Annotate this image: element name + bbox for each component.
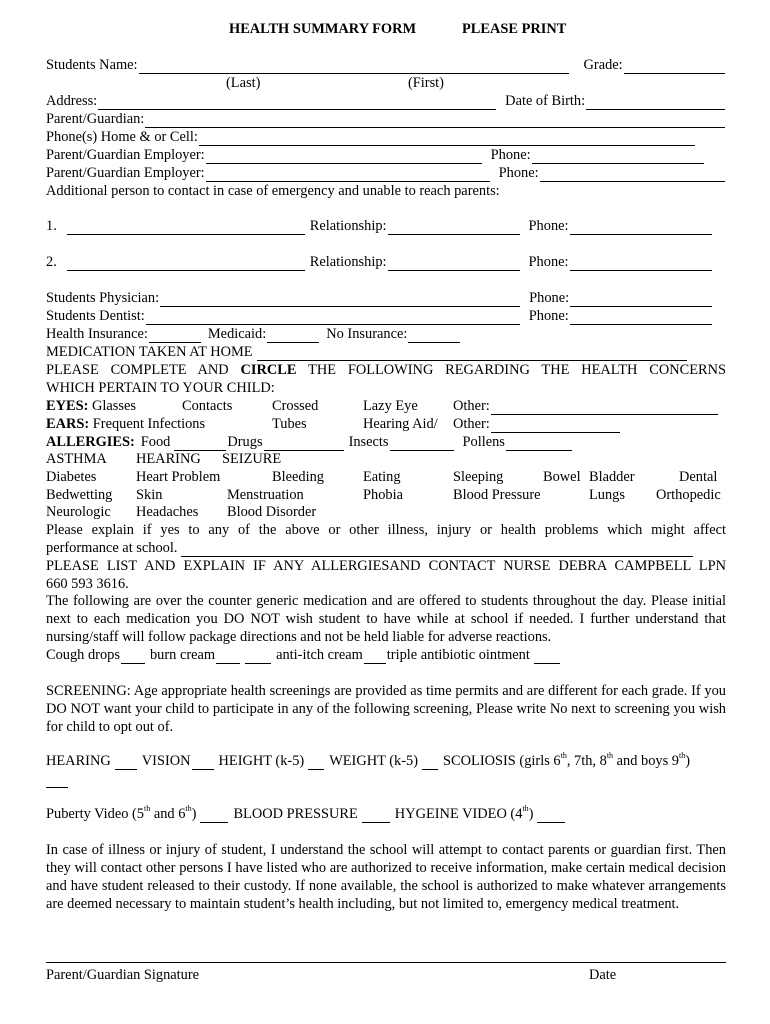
option-eating[interactable]: Eating [363, 469, 401, 485]
screen-hearing-label: HEARING [46, 753, 111, 769]
emergency-phone-label-2: Phone: [528, 254, 569, 270]
allergy-note-line-1: PLEASE LIST AND EXPLAIN IF ANY ALLERGIESAND CONTACT NURSE DEBRA CAMPBELL LPN [46, 558, 726, 574]
phones-row [46, 128, 726, 146]
cough-drops-field[interactable] [121, 650, 145, 664]
employer-phone-label-1: Phone: [490, 147, 531, 163]
consent-paragraph: In case of illness or injury of student, I understand the school will attempt to contact parents or guardian first. Then they will contact other persons I have listed who are authorized to receive information, make certain medical decision and have student released to their custody. If none available, the school is authorized to make whatever arrangements are deemed necessary to maintain student’s health including, but not limited to, emergency medical treatment. [46, 842, 726, 912]
option-crossed[interactable]: Crossed [272, 398, 319, 414]
emergency-name-field-2[interactable] [67, 257, 305, 271]
emergency-phone-field-1[interactable] [570, 221, 712, 235]
ears-other-label: Other: [453, 416, 490, 432]
explain-label: performance at school. [46, 540, 178, 556]
emergency-contact-1 [46, 217, 726, 235]
explain-field[interactable] [181, 543, 693, 557]
allergy-note-line-2: 660 593 3616. [46, 576, 129, 592]
signature-row [46, 966, 726, 984]
burn-cream-label: burn cream [149, 647, 216, 663]
emergency-phone-label-1: Phone: [528, 218, 569, 234]
option-hearing[interactable]: HEARING [136, 451, 201, 467]
puberty-video-label: Puberty Video (5th and 6th) [46, 804, 197, 822]
physician-phone-field[interactable] [570, 293, 712, 307]
insurance-row [46, 325, 726, 343]
no-insurance-label: No Insurance: [326, 326, 408, 342]
employer-phone-field-2[interactable] [540, 168, 725, 182]
medication-row [46, 343, 726, 361]
screen-scoliosis-label: SCOLIOSIS (girls 6th, 7th, 8th and boys 9th) [443, 751, 691, 769]
hygeine-video-field[interactable] [537, 809, 565, 823]
signature-label: Parent/Guardian Signature [46, 967, 200, 983]
option-skin[interactable]: Skin [136, 487, 163, 503]
insurance-field[interactable] [149, 329, 201, 343]
form-subtitle: PLEASE PRINT [462, 21, 567, 37]
eyes-other-field[interactable] [491, 401, 718, 415]
option-blood-disorder[interactable]: Blood Disorder [227, 504, 317, 520]
student-name-field[interactable] [139, 60, 569, 74]
relationship-field-1[interactable] [388, 221, 520, 235]
option-dental[interactable]: Dental [679, 469, 718, 485]
eyes-label: EYES: [46, 398, 89, 414]
date-label: Date [589, 967, 617, 983]
guardian-field[interactable] [145, 114, 725, 128]
employer-label-2: Parent/Guardian Employer: [46, 165, 205, 181]
relationship-label-2: Relationship: [309, 254, 387, 270]
grade-field[interactable] [624, 60, 725, 74]
dentist-row [46, 307, 726, 325]
dentist-label: Students Dentist: [46, 308, 145, 324]
phones-field[interactable] [199, 132, 695, 146]
first-name-hint: (First) [408, 75, 444, 91]
address-field[interactable] [98, 96, 496, 110]
screen-blood-pressure-label: BLOOD PRESSURE [233, 806, 358, 822]
hygeine-video-label: HYGEINE VIDEO (4th) [394, 804, 534, 822]
option-diabetes[interactable]: Diabetes [46, 469, 97, 485]
option-food: Food [140, 434, 171, 450]
emergency-phone-field-2[interactable] [570, 257, 712, 271]
screening-row-2 [46, 805, 726, 823]
cough-drops-label: Cough drops [46, 647, 120, 663]
explain-line-1: Please explain if yes to any of the above or other illness, injury or health problems which might affect [46, 522, 726, 538]
screen-vision-field[interactable] [192, 756, 214, 770]
option-bedwetting[interactable]: Bedwetting [46, 487, 113, 503]
burn-cream-field[interactable] [216, 650, 240, 664]
emergency-name-field-1[interactable] [67, 221, 305, 235]
physician-row [46, 289, 726, 307]
student-name-row [46, 56, 726, 74]
medicaid-field[interactable] [267, 329, 319, 343]
option-seizure[interactable]: SEIZURE [222, 451, 282, 467]
employer-phone-field-1[interactable] [532, 150, 704, 164]
conditions-row-1 [46, 450, 726, 468]
screen-weight-label: WEIGHT (k-5) [329, 753, 419, 769]
triple-antibiotic-field[interactable] [534, 650, 560, 664]
option-heart-problem[interactable]: Heart Problem [136, 469, 221, 485]
scoliosis-wrap-row [46, 770, 726, 788]
insurance-label: Health Insurance: [46, 326, 148, 342]
dentist-field[interactable] [146, 311, 520, 325]
concerns-intro-text: PLEASE COMPLETE AND [46, 362, 229, 378]
allergies-row [46, 433, 726, 451]
screen-height-field[interactable] [308, 756, 324, 770]
emergency-intro: Additional person to contact in case of emergency and unable to reach parents: [46, 183, 500, 199]
pollens-field[interactable] [506, 437, 572, 451]
employer-phone-label-2: Phone: [498, 165, 539, 181]
option-orthopedic[interactable]: Orthopedic [656, 487, 721, 503]
anti-itch-field[interactable] [364, 650, 386, 664]
drugs-field[interactable] [264, 437, 344, 451]
conditions-row-4 [46, 503, 726, 521]
employer-label-1: Parent/Guardian Employer: [46, 147, 205, 163]
physician-phone-label: Phone: [529, 290, 570, 306]
option-bleeding[interactable]: Bleeding [272, 469, 324, 485]
option-hearing-aid[interactable]: Hearing Aid/ [363, 416, 438, 432]
last-name-hint: (Last) [226, 75, 261, 91]
guardian-label: Parent/Guardian: [46, 111, 145, 127]
medication-label: MEDICATION TAKEN AT HOME [46, 344, 253, 360]
option-insects: Insects [348, 434, 389, 450]
screening-paragraph: SCREENING: Age appropriate health screenings are provided as time permits and are different for each grade. If you DO NOT want your child to participate in any of the following screening, Please write No next to screening you wish for child to opt out of. [46, 683, 726, 735]
address-label: Address: [46, 93, 98, 109]
screen-blood-pressure-field[interactable] [362, 809, 390, 823]
emergency-number-2: 2. [46, 254, 57, 270]
option-glasses[interactable]: Glasses [92, 398, 136, 414]
option-drugs: Drugs [227, 434, 263, 450]
screen-height-label: HEIGHT (k-5) [218, 753, 305, 769]
phones-label: Phone(s) Home & or Cell: [46, 129, 198, 145]
concerns-intro-text-2: THE FOLLOWING REGARDING THE HEALTH CONCERNS [308, 362, 726, 378]
option-frequent-infections[interactable]: Frequent Infections [92, 416, 206, 432]
option-asthma[interactable]: ASTHMA [46, 451, 107, 467]
dentist-phone-field[interactable] [570, 311, 712, 325]
conditions-row-3 [46, 486, 726, 504]
insects-field[interactable] [390, 437, 454, 451]
dentist-phone-label: Phone: [528, 308, 569, 324]
no-insurance-field[interactable] [408, 329, 460, 343]
option-bowel[interactable]: Bowel [543, 469, 581, 485]
option-phobia[interactable]: Phobia [363, 487, 403, 503]
emergency-number-1: 1. [46, 218, 57, 234]
triple-antibiotic-label: triple antibiotic ointment [386, 647, 530, 663]
option-tubes[interactable]: Tubes [272, 416, 307, 432]
student-name-label: Students Name: [46, 57, 138, 73]
option-contacts[interactable]: Contacts [182, 398, 233, 414]
option-sleeping[interactable]: Sleeping [453, 469, 504, 485]
option-lungs[interactable]: Lungs [589, 487, 625, 503]
concerns-intro-line2: WHICH PERTAIN TO YOUR CHILD: [46, 380, 275, 396]
employer-field-1[interactable] [206, 150, 482, 164]
screen-scoliosis-field[interactable] [46, 774, 68, 788]
screen-hearing-field[interactable] [115, 756, 137, 770]
employer-field-2[interactable] [206, 168, 490, 182]
physician-label: Students Physician: [46, 290, 160, 306]
ears-row [46, 415, 726, 433]
relationship-field-2[interactable] [388, 257, 520, 271]
dob-field[interactable] [586, 96, 725, 110]
employer-row-1 [46, 146, 726, 164]
medication-field[interactable] [257, 347, 687, 361]
emergency-contact-2 [46, 253, 726, 271]
conditions-row-2 [46, 468, 726, 486]
form-header [46, 20, 726, 38]
otc-initials-row [46, 646, 726, 664]
relationship-label-1: Relationship: [309, 218, 387, 234]
explain-line-2 [46, 539, 726, 557]
blank-field[interactable] [245, 650, 271, 664]
eyes-other-label: Other: [453, 398, 490, 414]
option-menstruation[interactable]: Menstruation [227, 487, 304, 503]
food-field[interactable] [174, 437, 226, 451]
dob-label: Date of Birth: [505, 93, 586, 109]
ears-other-field[interactable] [491, 419, 620, 433]
address-row [46, 92, 726, 110]
ears-label: EARS: [46, 416, 90, 432]
option-blood-pressure[interactable]: Blood Pressure [453, 487, 541, 503]
grade-label: Grade: [583, 57, 623, 73]
eyes-row [46, 397, 726, 415]
anti-itch-label: anti-itch cream [276, 647, 363, 663]
option-neurologic[interactable]: Neurologic [46, 504, 111, 520]
option-headaches[interactable]: Headaches [136, 504, 199, 520]
puberty-video-field[interactable] [200, 809, 228, 823]
guardian-row [46, 110, 726, 128]
employer-row-2 [46, 164, 726, 182]
otc-paragraph: The following are over the counter generic medication and are offered to students throughout the day. Please initial next to each medication you DO NOT wish student to have while at school if needed. I further understand that nursing/staff will follow package directions and not be held liable for adverse reactions. [46, 593, 726, 645]
screening-row [46, 752, 726, 770]
option-pollens: Pollens [462, 434, 505, 450]
screen-weight-field[interactable] [422, 756, 438, 770]
medicaid-label: Medicaid: [207, 326, 267, 342]
allergies-label: ALLERGIES: [46, 434, 135, 450]
option-lazy-eye[interactable]: Lazy Eye [363, 398, 418, 414]
signature-line[interactable] [46, 962, 726, 963]
concerns-circle-word: CIRCLE [240, 362, 297, 378]
form-title: HEALTH SUMMARY FORM [229, 21, 417, 37]
option-bladder[interactable]: Bladder [589, 469, 635, 485]
physician-field[interactable] [160, 293, 520, 307]
name-hints-row [46, 74, 726, 92]
concerns-intro [46, 361, 726, 379]
screen-vision-label: VISION [141, 753, 191, 769]
